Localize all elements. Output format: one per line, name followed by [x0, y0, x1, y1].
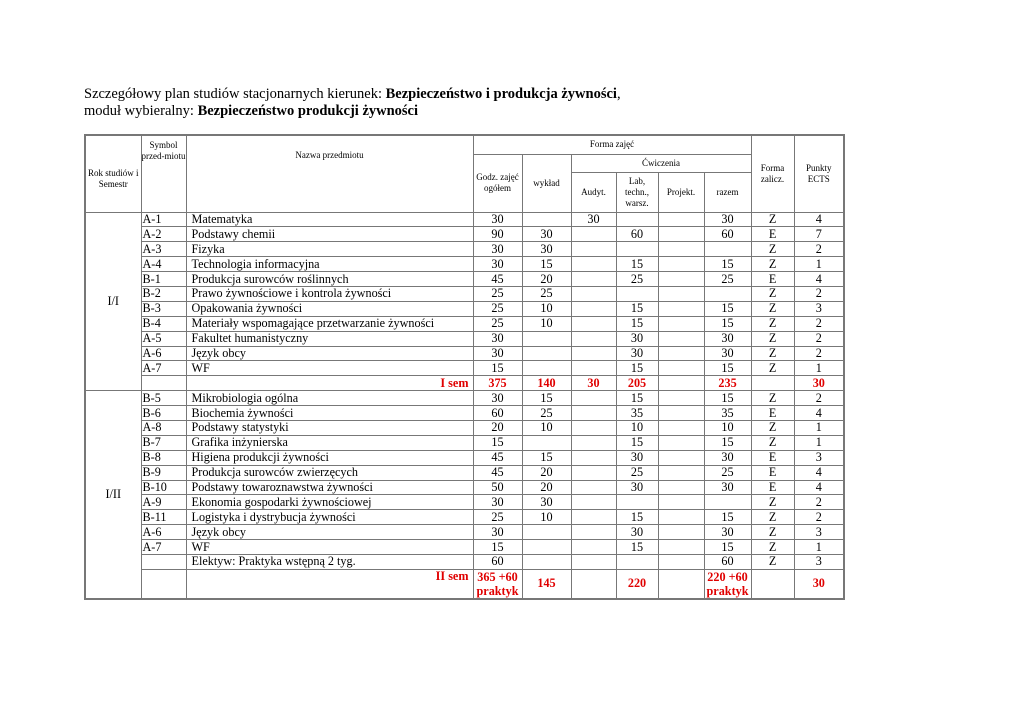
subject-symbol: A-7 — [141, 540, 186, 555]
assessment-form-cell: Z — [751, 510, 794, 525]
hours-total-cell: 15 — [473, 435, 522, 450]
assessment-form-cell: Z — [751, 495, 794, 510]
auditorium-cell: 30 — [571, 212, 616, 227]
lecture-cell: 15 — [522, 391, 571, 406]
assessment-form-cell: Z — [751, 346, 794, 361]
header-rok: Rok studiów i Semestr — [85, 135, 141, 212]
lab-cell: 15 — [616, 316, 658, 331]
ects-cell: 2 — [794, 286, 844, 301]
table-row — [85, 554, 844, 569]
assessment-form-cell: Z — [751, 242, 794, 257]
assessment-form-cell: E — [751, 450, 794, 465]
subject-symbol: A-7 — [141, 361, 186, 376]
hours-total-cell: 30 — [473, 391, 522, 406]
lab-cell: 35 — [616, 406, 658, 421]
table-row — [85, 346, 844, 361]
assessment-form-cell: E — [751, 465, 794, 480]
auditorium-cell — [571, 420, 616, 435]
ects-cell: 2 — [794, 242, 844, 257]
assessment-form-cell: E — [751, 480, 794, 495]
header-cwiczenia: Ćwiczenia — [571, 154, 751, 172]
hours-total-cell: 50 — [473, 480, 522, 495]
assessment-form-cell: E — [751, 272, 794, 287]
table-body — [85, 212, 844, 599]
lab-cell: 10 — [616, 420, 658, 435]
table-row — [85, 420, 844, 435]
subject-symbol: B-8 — [141, 450, 186, 465]
auditorium-cell — [571, 495, 616, 510]
subject-symbol: A-9 — [141, 495, 186, 510]
auditorium-cell — [571, 286, 616, 301]
subject-name: Biochemia żywności — [186, 406, 473, 421]
semester-label: I/I — [85, 212, 141, 391]
ects-cell: 2 — [794, 316, 844, 331]
lab-cell — [616, 242, 658, 257]
ects-cell: 2 — [794, 346, 844, 361]
project-cell — [658, 420, 704, 435]
lab-cell: 60 — [616, 227, 658, 242]
subject-name: Podstawy statystyki — [186, 420, 473, 435]
header-forma-zalicz: Forma zalicz. — [751, 135, 794, 212]
hours-total-cell: 60 — [473, 406, 522, 421]
table-row — [85, 465, 844, 480]
hours-total-cell: 30 — [473, 242, 522, 257]
header-symbol: Symbol przed-miotu — [141, 135, 186, 212]
subject-symbol: B-2 — [141, 286, 186, 301]
auditorium-cell — [571, 435, 616, 450]
exercises-total-cell: 30 — [704, 346, 751, 361]
title-line-1: Szczegółowy plan studiów stacjonarnych kierunek: Bezpieczeństwo i produkcja żywności, — [84, 86, 621, 102]
lab-cell: 25 — [616, 272, 658, 287]
sum-assessment-form — [751, 376, 794, 391]
subject-symbol: A-8 — [141, 420, 186, 435]
project-cell — [658, 257, 704, 272]
project-cell — [658, 242, 704, 257]
subject-name: Mikrobiologia ogólna — [186, 391, 473, 406]
exercises-total-cell: 30 — [704, 525, 751, 540]
subject-symbol: B-1 — [141, 272, 186, 287]
exercises-total-cell: 15 — [704, 510, 751, 525]
project-cell — [658, 465, 704, 480]
exercises-total-cell: 30 — [704, 212, 751, 227]
ects-cell: 2 — [794, 391, 844, 406]
table-row — [85, 510, 844, 525]
auditorium-cell — [571, 406, 616, 421]
auditorium-cell — [571, 331, 616, 346]
lab-cell: 30 — [616, 525, 658, 540]
lecture-cell: 25 — [522, 286, 571, 301]
subject-name: Produkcja surowców zwierzęcych — [186, 465, 473, 480]
semester-sum-row — [85, 569, 844, 599]
table-row — [85, 361, 844, 376]
exercises-total-cell: 15 — [704, 391, 751, 406]
subject-name: Prawo żywnościowe i kontrola żywności — [186, 286, 473, 301]
hours-total-cell: 30 — [473, 257, 522, 272]
hours-total-cell: 45 — [473, 450, 522, 465]
exercises-total-cell: 25 — [704, 272, 751, 287]
lecture-cell: 30 — [522, 495, 571, 510]
sum-assessment-form — [751, 569, 794, 599]
sum-symbol-cell — [141, 569, 186, 599]
hours-total-cell: 30 — [473, 495, 522, 510]
project-cell — [658, 540, 704, 555]
project-cell — [658, 301, 704, 316]
table-row — [85, 540, 844, 555]
subject-name: Higiena produkcji żywności — [186, 450, 473, 465]
header-projekt: Projekt. — [658, 172, 704, 212]
hours-total-cell: 90 — [473, 227, 522, 242]
lab-cell: 30 — [616, 450, 658, 465]
subject-name: Matematyka — [186, 212, 473, 227]
ects-cell: 1 — [794, 540, 844, 555]
project-cell — [658, 450, 704, 465]
subject-name: Elektyw: Praktyka wstępną 2 tyg. — [186, 554, 473, 569]
subject-name: WF — [186, 540, 473, 555]
exercises-total-cell — [704, 495, 751, 510]
assessment-form-cell: E — [751, 227, 794, 242]
table-row — [85, 301, 844, 316]
lab-cell: 15 — [616, 361, 658, 376]
hours-total-cell: 15 — [473, 540, 522, 555]
project-cell — [658, 286, 704, 301]
ects-cell: 3 — [794, 525, 844, 540]
sum-auditorium: 30 — [571, 376, 616, 391]
subject-name: Grafika inżynierska — [186, 435, 473, 450]
lab-cell — [616, 212, 658, 227]
project-cell — [658, 480, 704, 495]
subject-name: Podstawy towaroznawstwa żywności — [186, 480, 473, 495]
header-ects: Punkty ECTS — [794, 135, 844, 212]
project-cell — [658, 361, 704, 376]
exercises-total-cell: 15 — [704, 301, 751, 316]
subject-symbol: B-9 — [141, 465, 186, 480]
ects-cell: 4 — [794, 406, 844, 421]
lecture-cell: 15 — [522, 450, 571, 465]
lab-cell: 15 — [616, 301, 658, 316]
sum-lab: 205 — [616, 376, 658, 391]
lecture-cell — [522, 540, 571, 555]
lab-cell — [616, 286, 658, 301]
header-wyklad: wykład — [522, 154, 571, 212]
subject-symbol: A-5 — [141, 331, 186, 346]
exercises-total-cell: 25 — [704, 465, 751, 480]
project-cell — [658, 406, 704, 421]
lab-cell: 15 — [616, 391, 658, 406]
hours-total-cell: 30 — [473, 525, 522, 540]
sum-exercises-total: 235 — [704, 376, 751, 391]
table-row — [85, 331, 844, 346]
subject-symbol: B-3 — [141, 301, 186, 316]
exercises-total-cell: 60 — [704, 227, 751, 242]
subject-symbol: B-10 — [141, 480, 186, 495]
table-row — [85, 212, 844, 227]
lecture-cell — [522, 346, 571, 361]
lecture-cell — [522, 331, 571, 346]
table-row — [85, 391, 844, 406]
assessment-form-cell: Z — [751, 540, 794, 555]
auditorium-cell — [571, 554, 616, 569]
auditorium-cell — [571, 272, 616, 287]
hours-total-cell: 15 — [473, 361, 522, 376]
header-audyt: Audyt. — [571, 172, 616, 212]
header-forma-zajec: Forma zajęć — [473, 135, 751, 154]
hours-total-cell: 25 — [473, 510, 522, 525]
subject-symbol: B-4 — [141, 316, 186, 331]
subject-name: Technologia informacyjna — [186, 257, 473, 272]
lecture-cell — [522, 361, 571, 376]
project-cell — [658, 346, 704, 361]
subject-name: Opakowania żywności — [186, 301, 473, 316]
ects-cell: 4 — [794, 480, 844, 495]
subject-name: Logistyka i dystrybucja żywności — [186, 510, 473, 525]
project-cell — [658, 525, 704, 540]
subject-symbol: A-6 — [141, 525, 186, 540]
sum-exercises-total: 220 +60 praktyk — [704, 569, 751, 599]
exercises-total-cell: 35 — [704, 406, 751, 421]
hours-total-cell: 25 — [473, 301, 522, 316]
lab-cell: 15 — [616, 540, 658, 555]
ects-cell: 7 — [794, 227, 844, 242]
lecture-cell: 10 — [522, 301, 571, 316]
header-razem: razem — [704, 172, 751, 212]
assessment-form-cell: Z — [751, 316, 794, 331]
lab-cell: 15 — [616, 435, 658, 450]
exercises-total-cell: 15 — [704, 257, 751, 272]
subject-symbol: A-2 — [141, 227, 186, 242]
sum-hours-total: 365 +60 praktyk — [473, 569, 522, 599]
hours-total-cell: 25 — [473, 286, 522, 301]
subject-name: Produkcja surowców roślinnych — [186, 272, 473, 287]
exercises-total-cell: 60 — [704, 554, 751, 569]
exercises-total-cell — [704, 286, 751, 301]
assessment-form-cell: Z — [751, 331, 794, 346]
subject-symbol: B-11 — [141, 510, 186, 525]
title-line-2: moduł wybieralny: Bezpieczeństwo produkcji żywności — [84, 103, 419, 119]
table-row — [85, 495, 844, 510]
project-cell — [658, 331, 704, 346]
exercises-total-cell: 15 — [704, 361, 751, 376]
sum-lab: 220 — [616, 569, 658, 599]
assessment-form-cell: Z — [751, 435, 794, 450]
sum-ects: 30 — [794, 376, 844, 391]
lab-cell: 15 — [616, 257, 658, 272]
hours-total-cell: 20 — [473, 420, 522, 435]
assessment-form-cell: E — [751, 406, 794, 421]
table-row — [85, 450, 844, 465]
auditorium-cell — [571, 480, 616, 495]
sum-label: II sem — [186, 569, 473, 599]
header-nazwa: Nazwa przedmiotu — [186, 135, 473, 212]
assessment-form-cell: Z — [751, 554, 794, 569]
ects-cell: 4 — [794, 465, 844, 480]
lecture-cell: 20 — [522, 480, 571, 495]
hours-total-cell: 30 — [473, 212, 522, 227]
subject-symbol — [141, 554, 186, 569]
table-row — [85, 227, 844, 242]
ects-cell: 2 — [794, 510, 844, 525]
assessment-form-cell: Z — [751, 212, 794, 227]
semester-label: I/II — [85, 391, 141, 599]
sum-lecture: 140 — [522, 376, 571, 391]
lab-cell: 30 — [616, 331, 658, 346]
auditorium-cell — [571, 227, 616, 242]
project-cell — [658, 227, 704, 242]
ects-cell: 4 — [794, 272, 844, 287]
exercises-total-cell: 15 — [704, 435, 751, 450]
auditorium-cell — [571, 525, 616, 540]
exercises-total-cell: 30 — [704, 331, 751, 346]
subject-symbol: A-4 — [141, 257, 186, 272]
sum-project — [658, 569, 704, 599]
project-cell — [658, 391, 704, 406]
subject-name: Podstawy chemii — [186, 227, 473, 242]
subject-symbol: A-6 — [141, 346, 186, 361]
study-plan-table — [84, 134, 845, 600]
exercises-total-cell: 10 — [704, 420, 751, 435]
lecture-cell: 10 — [522, 510, 571, 525]
lecture-cell: 10 — [522, 420, 571, 435]
assessment-form-cell: Z — [751, 361, 794, 376]
lecture-cell: 15 — [522, 257, 571, 272]
lecture-cell: 30 — [522, 242, 571, 257]
lab-cell — [616, 495, 658, 510]
table-row — [85, 257, 844, 272]
lab-cell — [616, 554, 658, 569]
auditorium-cell — [571, 242, 616, 257]
lab-cell: 30 — [616, 480, 658, 495]
ects-cell: 1 — [794, 361, 844, 376]
lab-cell: 15 — [616, 510, 658, 525]
exercises-total-cell: 30 — [704, 480, 751, 495]
auditorium-cell — [571, 346, 616, 361]
lab-cell: 25 — [616, 465, 658, 480]
header-lab: Lab, techn., warsz. — [616, 172, 658, 212]
ects-cell: 1 — [794, 435, 844, 450]
auditorium-cell — [571, 316, 616, 331]
exercises-total-cell — [704, 242, 751, 257]
auditorium-cell — [571, 465, 616, 480]
sum-symbol-cell — [141, 376, 186, 391]
subject-name: Ekonomia gospodarki żywnościowej — [186, 495, 473, 510]
table-row — [85, 242, 844, 257]
ects-cell: 4 — [794, 212, 844, 227]
sum-hours-total: 375 — [473, 376, 522, 391]
subject-name: Fizyka — [186, 242, 473, 257]
ects-cell: 3 — [794, 450, 844, 465]
semester-sum-row — [85, 376, 844, 391]
header-godz: Godz. zajęć ogółem — [473, 154, 522, 212]
sum-auditorium — [571, 569, 616, 599]
subject-name: Język obcy — [186, 525, 473, 540]
ects-cell: 2 — [794, 495, 844, 510]
assessment-form-cell: Z — [751, 257, 794, 272]
subject-name: Język obcy — [186, 346, 473, 361]
subject-symbol: A-3 — [141, 242, 186, 257]
assessment-form-cell: Z — [751, 525, 794, 540]
exercises-total-cell: 15 — [704, 540, 751, 555]
hours-total-cell: 60 — [473, 554, 522, 569]
ects-cell: 3 — [794, 301, 844, 316]
lecture-cell: 25 — [522, 406, 571, 421]
project-cell — [658, 435, 704, 450]
project-cell — [658, 316, 704, 331]
subject-symbol: B-5 — [141, 391, 186, 406]
table-row — [85, 406, 844, 421]
lab-cell: 30 — [616, 346, 658, 361]
auditorium-cell — [571, 540, 616, 555]
subject-symbol: A-1 — [141, 212, 186, 227]
ects-cell: 1 — [794, 257, 844, 272]
lecture-cell — [522, 525, 571, 540]
assessment-form-cell: Z — [751, 420, 794, 435]
document-title — [84, 86, 984, 120]
subject-name: WF — [186, 361, 473, 376]
table-row — [85, 435, 844, 450]
hours-total-cell: 30 — [473, 346, 522, 361]
lecture-cell: 20 — [522, 272, 571, 287]
project-cell — [658, 554, 704, 569]
lecture-cell: 20 — [522, 465, 571, 480]
sum-lecture: 145 — [522, 569, 571, 599]
lecture-cell — [522, 212, 571, 227]
hours-total-cell: 45 — [473, 272, 522, 287]
subject-symbol: B-7 — [141, 435, 186, 450]
subject-symbol: B-6 — [141, 406, 186, 421]
auditorium-cell — [571, 510, 616, 525]
auditorium-cell — [571, 391, 616, 406]
assessment-form-cell: Z — [751, 391, 794, 406]
table-row — [85, 286, 844, 301]
auditorium-cell — [571, 450, 616, 465]
lecture-cell — [522, 554, 571, 569]
ects-cell: 2 — [794, 331, 844, 346]
table-row — [85, 316, 844, 331]
hours-total-cell: 30 — [473, 331, 522, 346]
project-cell — [658, 272, 704, 287]
exercises-total-cell: 15 — [704, 316, 751, 331]
sum-ects: 30 — [794, 569, 844, 599]
assessment-form-cell: Z — [751, 286, 794, 301]
project-cell — [658, 212, 704, 227]
auditorium-cell — [571, 301, 616, 316]
auditorium-cell — [571, 361, 616, 376]
ects-cell: 1 — [794, 420, 844, 435]
lecture-cell: 10 — [522, 316, 571, 331]
hours-total-cell: 25 — [473, 316, 522, 331]
exercises-total-cell: 30 — [704, 450, 751, 465]
project-cell — [658, 510, 704, 525]
project-cell — [658, 495, 704, 510]
sum-project — [658, 376, 704, 391]
hours-total-cell: 45 — [473, 465, 522, 480]
subject-name: Materiały wspomagające przetwarzanie żywności — [186, 316, 473, 331]
table-row — [85, 525, 844, 540]
lecture-cell — [522, 435, 571, 450]
sum-label: I sem — [186, 376, 473, 391]
auditorium-cell — [571, 257, 616, 272]
table-row — [85, 272, 844, 287]
lecture-cell: 30 — [522, 227, 571, 242]
table-row — [85, 480, 844, 495]
subject-name: Fakultet humanistyczny — [186, 331, 473, 346]
ects-cell: 3 — [794, 554, 844, 569]
assessment-form-cell: Z — [751, 301, 794, 316]
